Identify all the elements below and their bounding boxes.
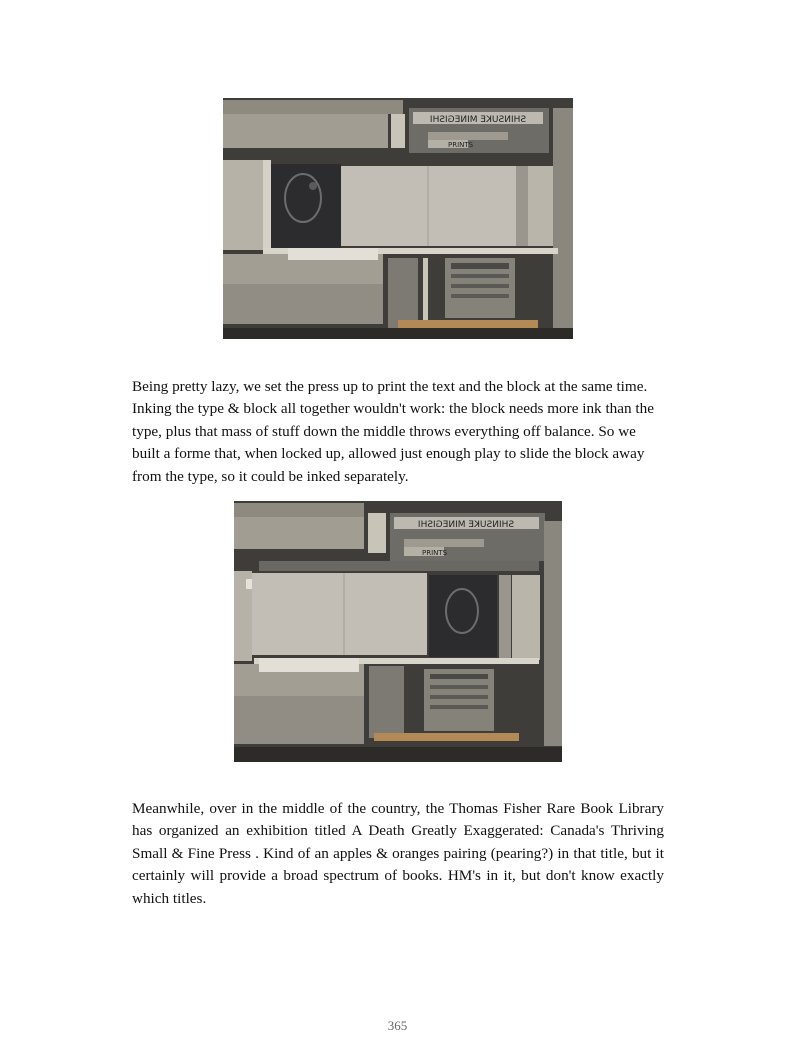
type-label-1: SHINSUKE MINEGISHI <box>429 115 527 125</box>
press-forme-photo-1 <box>223 98 573 339</box>
press-forme-photo-2 <box>234 501 562 762</box>
page-number: 365 <box>387 1018 408 1033</box>
type-sublabel-1: PRINTS <box>448 141 474 149</box>
paragraph-1: Being pretty lazy, we set the press up to print the text and the block at the same time. Inking the type & block all together wouldn't work: the block needs more ink than the type, plus that mass of stuff down the middle throws everything off balance. So we built a forme that, when locked up, allowed just enough play to slide the block away from the type, so it could be inked separately. <box>132 378 654 485</box>
paragraph-2: Meanwhile, over in the middle of the country, the Thomas Fisher Rare Book Library has organized an exhibition titled A Death Greatly Exaggerated: Canada's Thriving Small & Fine Press . Kind of an apples & oranges pairing (pearing?) in that title, but it certainly will provide a broad spectrum of books. HM's in it, but don't know exactly which titles. <box>132 800 664 907</box>
type-sublabel-2: PRINTS <box>422 549 448 557</box>
type-label-2: SHINSUKE MINEGISHI <box>417 520 515 530</box>
